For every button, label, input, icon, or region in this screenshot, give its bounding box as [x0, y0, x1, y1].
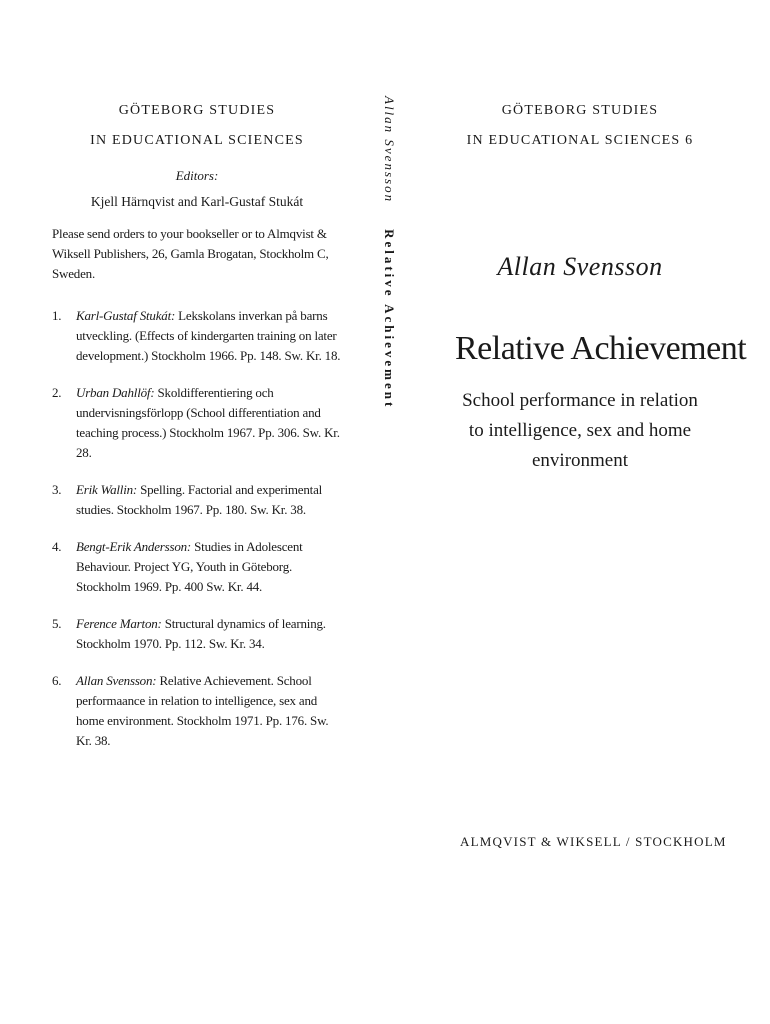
editors-label: Editors:	[175, 168, 219, 183]
publisher-imprint: ALMQVIST & WIKSELL / STOCKHOLM	[460, 834, 727, 849]
series-entry-number: 2.	[52, 385, 62, 400]
series-list	[52, 306, 342, 751]
series-entry-text: Spelling. Factorial and experimental studies. Stockholm 1967. Pp. 180. Sw. Kr. 38.	[76, 482, 323, 517]
series-entry-number: 4.	[52, 539, 62, 554]
book-subtitle	[455, 386, 705, 476]
series-entry-number: 3.	[52, 482, 62, 497]
series-entry	[52, 671, 342, 751]
spine-author: Allan Svensson	[382, 96, 397, 204]
series-entry-author: Bengt-Erik Andersson:	[76, 539, 192, 554]
cover-series-title-line1: GÖTEBORG STUDIES	[501, 103, 659, 118]
series-entry-number: 6.	[52, 673, 62, 688]
series-entry	[52, 614, 342, 654]
book-title: Relative Achievement	[455, 330, 747, 367]
series-entry-author: Urban Dahllöf:	[76, 385, 155, 400]
left-page	[52, 94, 342, 768]
series-entry-author: Karl-Gustaf Stukát:	[76, 308, 176, 323]
series-entry-text: Studies in Adolescent Behaviour. Project YG, Youth in Göteborg. Stockholm 1969. Pp. 400 Sw. Kr. 44.	[76, 539, 303, 594]
series-title-line1: GÖTEBORG STUDIES	[118, 103, 276, 118]
series-entry-text: Relative Achievement. School performaance in relation to intelligence, sex and home environment. Stockholm 1971. Pp. 176. Sw. Kr. 38.	[76, 673, 329, 748]
series-entry	[52, 480, 342, 520]
spine-title: Relative Achievement	[382, 229, 397, 410]
series-entry-text: Structural dynamics of learning. Stockholm 1970. Pp. 112. Sw. Kr. 34.	[76, 616, 326, 651]
series-entry-author: Ference Marton:	[76, 616, 162, 631]
series-entry	[52, 383, 342, 463]
cover-series-title-line2: IN EDUCATIONAL SCIENCES 6	[466, 133, 694, 148]
series-entry	[52, 537, 342, 597]
book-subtitle-line: School performance in relation	[462, 390, 698, 411]
book-subtitle-line: environment	[531, 450, 629, 471]
book-spine	[375, 96, 403, 516]
right-page	[455, 94, 747, 476]
series-entry-number: 1.	[52, 308, 62, 323]
series-entry-text: Skoldifferentiering och undervisningsförlopp (School differentiation and teaching process.) Stockholm 1967. Pp. 306. Sw. Kr. 28.	[76, 385, 340, 460]
series-entry	[52, 306, 342, 366]
orders-notice: Please send orders to your bookseller or to Almqvist & Wiksell Publishers, 26, Gamla Brogatan, Stockholm C, Sweden.	[52, 226, 329, 281]
series-entry-number: 5.	[52, 616, 62, 631]
series-entry-author: Allan Svensson:	[76, 673, 157, 688]
series-title-line2: IN EDUCATIONAL SCIENCES	[90, 133, 304, 148]
book-author: Allan Svensson	[497, 252, 663, 281]
series-entry-author: Erik Wallin:	[76, 482, 138, 497]
editors-names: Kjell Härnqvist and Karl-Gustaf Stukát	[90, 194, 304, 209]
series-entry-text: Lekskolans inverkan på barns utveckling. (Effects of kindergarten training on later development.) Stockholm 1966. Pp. 148. Sw. Kr. 18.	[76, 308, 341, 363]
book-subtitle-line: to intelligence, sex and home	[468, 420, 692, 441]
